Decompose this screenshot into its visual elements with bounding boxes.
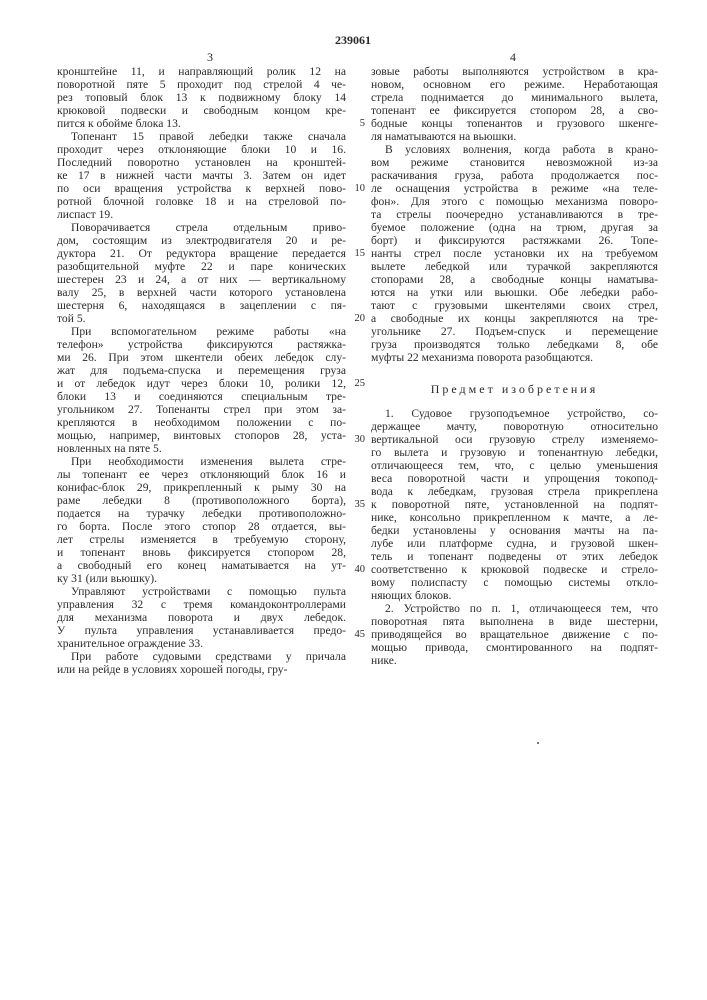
claim-line: нике.: [371, 654, 658, 667]
text-line: пится к обойме блока 13.: [57, 117, 346, 130]
scan-speck: [537, 742, 539, 744]
text-line: по оси вращения устройства к верхней пово-: [57, 182, 346, 195]
text-line: жат для подъема-спуска и перемещения груза: [57, 364, 346, 377]
claim-line: 2. Устройство по п. 1, отличающееся тем, что: [371, 602, 658, 615]
claims-heading: Предмет изобретения: [371, 382, 658, 397]
line-number: 5: [343, 118, 365, 129]
text-line: ку 31 (или вьюшку).: [57, 572, 346, 585]
text-line: муфты 22 механизма поворота разобщаются.: [371, 351, 658, 364]
text-line: ке 17 в нижней части мачты 3. Затем он идет: [57, 169, 346, 182]
text-line: борт) и фиксируются растяжками 26. Топе-: [371, 234, 658, 247]
text-line: разобщительной муфте 22 и паре конических: [57, 260, 346, 273]
text-line: Последний поворотно установлен на кронштей-: [57, 156, 346, 169]
claim-line: нике, консольно прикрепленном к мачте, а ле-: [371, 511, 658, 524]
text-line: шестерен 23 и 24, а от них — вертикальному: [57, 273, 346, 286]
text-line: подается на турачку лебедки противоположно-: [57, 507, 346, 520]
text-line: вылете лебедкой или турачкой закрепляются: [371, 260, 658, 273]
text-line: ются на утки или вьюшки. Обе лебедки рабо-: [371, 286, 658, 299]
claim-line: бедки установлены у основания мачты на па-: [371, 524, 658, 537]
text-line: раме лебедки 8 (противоположного борта),: [57, 494, 346, 507]
text-line: угольником 27. Топенанты стрел при этом за-: [57, 403, 346, 416]
claim-line: поворотная пята выполнена в виде шестерни,: [371, 615, 658, 628]
line-number: 10: [343, 183, 365, 194]
claim-line: мощью привода, смонтированного на подпят-: [371, 641, 658, 654]
text-line: фон». Для этого с помощью механизма поворо-: [371, 195, 658, 208]
text-line: При работе судовыми средствами у причала: [57, 650, 346, 663]
claim-line: вертикальной оси грузовую стрелу изменяемо-: [371, 433, 658, 446]
text-line: или на рейде в условиях хорошей погоды, гру-: [57, 663, 346, 676]
text-line: бодные концы топенантов и грузового шкенге-: [371, 117, 658, 130]
text-line: нанты стрел после установки их на требуемом: [371, 247, 658, 260]
text-line: лет стрелы изменяется в требуемую сторону,: [57, 533, 346, 546]
claim-line: го вылета и грузовую и топенантную лебедки,: [371, 446, 658, 459]
text-line: и топенант вновь фиксируется стопором 28,: [57, 546, 346, 559]
text-line: а свободные их концы закрепляются на тре-: [371, 312, 658, 325]
text-line: угольнике 27. Подъем-спуск и перемещение: [371, 325, 658, 338]
claim-line: приводящейся во вращательное движение с по-: [371, 628, 658, 641]
line-number: 20: [343, 313, 365, 324]
text-line: новом, основном его режиме. Неработающая: [371, 78, 658, 91]
text-line: шестерня 6, находящаяся в зацеплении с пя-: [57, 299, 346, 312]
line-number: 15: [343, 248, 365, 259]
claim-line: тель и топенант подведены от этих лебедок: [371, 550, 658, 563]
text-line: управления 32 с тремя командоконтроллерами: [57, 598, 346, 611]
text-line: кронштейне 11, и направляющий ролик 12 на: [57, 65, 346, 78]
text-line: конифас-блок 29, прикрепленный к рыму 30 на: [57, 481, 346, 494]
text-line: той 5.: [57, 312, 346, 325]
text-line: проходит через отклоняющие блоки 10 и 16.: [57, 143, 346, 156]
text-line: телефон» устройства фиксируются растяжка-: [57, 338, 346, 351]
text-line: крепляются в необходимом положении с по-: [57, 416, 346, 429]
text-line: стрела поднимается до минимального вылета,: [371, 91, 658, 104]
line-number: 30: [343, 434, 365, 445]
text-line: топенант ее фиксируется стопором 28, а сво-: [371, 104, 658, 117]
claim-line: отличающееся тем, что, с целью уменьшения: [371, 459, 658, 472]
text-line: крюковой подвески и свободным концом кре-: [57, 104, 346, 117]
text-line: дом, состоящим из электродвигателя 20 и ре-: [57, 234, 346, 247]
text-line: ля наматываются на вьюшки.: [371, 130, 658, 143]
line-number: 25: [343, 378, 365, 389]
text-line: валу 25, в верхней части которого установлена: [57, 286, 346, 299]
claim-line: к поворотной пяте, установленной на подпят-: [371, 498, 658, 511]
text-line: В условиях волнения, когда работа в крано-: [371, 143, 658, 156]
text-line: поворотной пяте 5 проходит под стрелой 4 че-: [57, 78, 346, 91]
claim-line: вода к лебедкам, грузовая стрела прикреплена: [371, 485, 658, 498]
text-line: лы топенант ее через отклоняющий блок 16 и: [57, 468, 346, 481]
left-page-number: 3: [207, 50, 213, 65]
line-number: 45: [343, 629, 365, 640]
patent-number: 239061: [335, 33, 371, 48]
claim-line: няющих блоков.: [371, 589, 658, 602]
text-line: вом режиме становится невозможной из-за: [371, 156, 658, 169]
text-line: У пульта управления устанавливается предо-: [57, 624, 346, 637]
text-line: го борта. После этого стопор 28 отдается, вы-: [57, 520, 346, 533]
text-line: хранительное ограждение 33.: [57, 637, 346, 650]
text-line: ле оснащения устройства в режиме «на теле-: [371, 182, 658, 195]
text-line: Топенант 15 правой лебедки также сначала: [57, 130, 346, 143]
text-line: зовые работы выполняются устройством в кра-: [371, 65, 658, 78]
text-line: дуктора 21. От редуктора вращение передается: [57, 247, 346, 260]
claim-line: 1. Судовое грузоподъемное устройство, со-: [371, 407, 658, 420]
text-line: тают с грузовыми шкентелями своих стрел,: [371, 299, 658, 312]
text-line: а свободный его конец наматывается на ут-: [57, 559, 346, 572]
text-line: При вспомогательном режиме работы «на: [57, 325, 346, 338]
text-line: для механизма поворота и двух лебедок.: [57, 611, 346, 624]
text-line: и от лебедок идут через блоки 10, ролики 12,: [57, 377, 346, 390]
text-line: Поворачивается стрела отдельным приво-: [57, 221, 346, 234]
text-line: лиспаст 19.: [57, 208, 346, 221]
claim-line: веса поворотной части и упрощения токопод-: [371, 472, 658, 485]
text-line: та стрелы поочередно устанавливаются в тре-: [371, 208, 658, 221]
text-line: мощью, например, винтовых стопоров 28, уста-: [57, 429, 346, 442]
text-line: рез топовый блок 13 к подвижному блоку 14: [57, 91, 346, 104]
text-line: стопорами 28, а свободные концы наматыва-: [371, 273, 658, 286]
claim-line: соответственно к крюковой подвеске и стрело-: [371, 563, 658, 576]
text-line: При необходимости изменения вылета стре-: [57, 455, 346, 468]
claim-line: вому полиспасту с помощью системы откло-: [371, 576, 658, 589]
patent-page: [0, 0, 707, 1000]
text-line: блоки 13 и соединяются специальным тре-: [57, 390, 346, 403]
line-number: 35: [343, 499, 365, 510]
text-line: раскачивания груза, работа продолжается пос-: [371, 169, 658, 182]
claim-line: лубе или платформе судна, и грузовой шкен-: [371, 537, 658, 550]
text-line: груза производятся только лебедками 8, обе: [371, 338, 658, 351]
text-line: ми 26. При этом шкентели обеих лебедок слу-: [57, 351, 346, 364]
text-line: новленных на пяте 5.: [57, 442, 346, 455]
claim-line: держащее мачту, поворотную относительно: [371, 420, 658, 433]
line-number: 40: [343, 564, 365, 575]
right-page-number: 4: [510, 50, 516, 65]
text-line: Управляют устройствами с помощью пульта: [57, 585, 346, 598]
text-line: буемое положение (одна на трюм, другая за: [371, 221, 658, 234]
text-line: ротной блочной головке 18 и на стреловой по-: [57, 195, 346, 208]
